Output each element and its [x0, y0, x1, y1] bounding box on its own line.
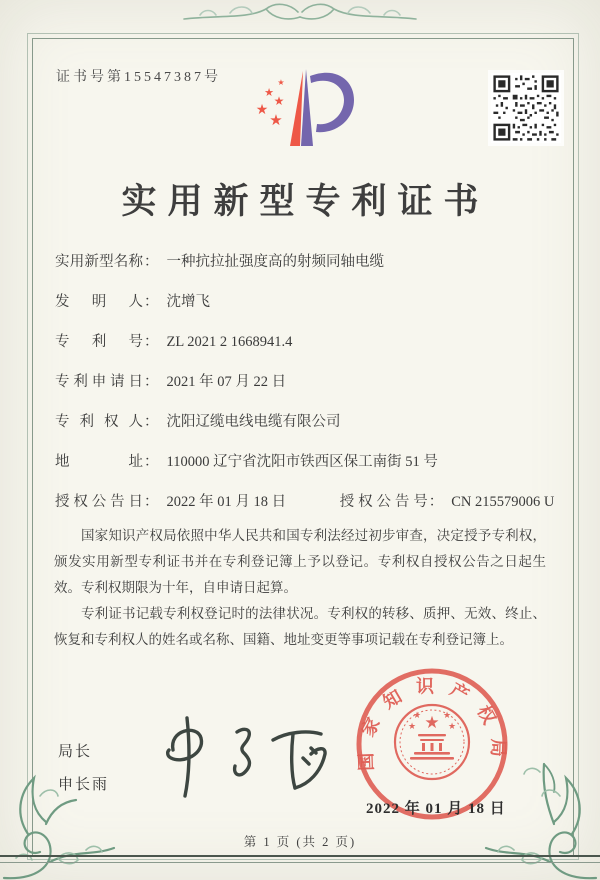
field-colon: ：: [144, 294, 159, 310]
field-colon: ：: [144, 494, 159, 510]
bottom-border-rule: [0, 855, 600, 863]
legal-paragraph-2: 专利证书记载专利权登记时的法律状况。专利权的转移、质押、无效、终止、恢复和专利权人的姓名或名称、国籍、地址变更等事项记载在专利登记簿上。: [54, 606, 546, 647]
field-label: 专利权人: [55, 414, 143, 430]
emblem-star-small: ★: [407, 721, 417, 731]
field-row-grant: [55, 490, 555, 510]
field-value: 沈阳辽缆电线电缆有限公司: [166, 414, 341, 430]
legal-text-section: [54, 523, 546, 653]
certificate-number: 证书号第15547387号: [56, 70, 221, 85]
handwritten-signature-icon: [145, 712, 335, 804]
logo-star: ★: [264, 87, 274, 99]
field-label: 发明人: [55, 294, 143, 310]
field-label: 专利号: [55, 334, 143, 350]
cnipa-patent-logo-icon: [238, 56, 373, 166]
field-colon: ：: [144, 374, 159, 390]
field-value: 沈增飞: [166, 294, 210, 310]
emblem-star-large: ★: [424, 713, 440, 732]
field-value: ZL 2021 2 1668941.4: [166, 334, 293, 350]
field-colon: ：: [144, 414, 159, 430]
logo-star: ★: [273, 94, 285, 108]
field-label: 专利申请日: [55, 374, 143, 390]
field-label: 实用新型名称: [55, 254, 143, 270]
field-colon: ：: [428, 494, 444, 510]
field-row-inventor: [55, 290, 550, 310]
top-flourish-ornament-icon: [170, 0, 430, 27]
field-value: 2021 年 07 月 22 日: [166, 374, 287, 390]
field-value: CN 215579006 U: [451, 494, 555, 510]
page-number: 第 1 页 (共 2 页): [243, 835, 357, 849]
seal-date: 2022 年 01 月 18 日: [366, 801, 506, 817]
signer-title: 局长: [58, 744, 93, 760]
field-row-patent-number: [55, 330, 550, 350]
signer-name: 申长雨: [58, 777, 110, 793]
field-row-address: [55, 450, 550, 470]
field-group-grant-number: [340, 494, 555, 510]
field-colon: ：: [144, 334, 159, 350]
field-group-grant-date: [55, 494, 290, 510]
logo-star: ★: [277, 78, 285, 87]
qr-code-icon: [488, 70, 564, 146]
field-row-name: [55, 250, 550, 270]
legal-paragraph-1: 国家知识产权局依照中华人民共和国专利法经过初步审查，决定授予专利权，颁发实用新型专利证书并在专利登记簿上予以登记。专利权自授权公告之日起生效。专利权期限为十年，自申请日起算。: [54, 528, 546, 595]
field-value: 2022 年 01 月 18 日: [166, 494, 287, 510]
national-emblem: [395, 705, 469, 779]
field-value: 110000 辽宁省沈阳市铁西区保工南街 51 号: [166, 454, 438, 470]
field-label: 授权公告日: [55, 494, 143, 510]
fields-section: [55, 250, 555, 530]
field-colon: ：: [144, 454, 159, 470]
field-row-filing-date: [55, 370, 550, 390]
logo-star: ★: [269, 113, 283, 129]
field-label: 授权公告号: [339, 494, 428, 510]
field-row-patentee: [55, 410, 550, 430]
emblem-star-small: ★: [442, 710, 452, 720]
logo-star: ★: [255, 103, 269, 118]
page-title: 实用新型专利证书: [121, 182, 490, 221]
emblem-star-small: ★: [447, 721, 457, 731]
seal-ring-text: 国家知识产权局: [355, 676, 509, 772]
field-value: 一种抗拉扯强度高的射频同轴电缆: [166, 254, 384, 270]
field-colon: ：: [144, 254, 159, 270]
field-label: 地址: [55, 454, 143, 470]
emblem-star-small: ★: [412, 710, 422, 720]
